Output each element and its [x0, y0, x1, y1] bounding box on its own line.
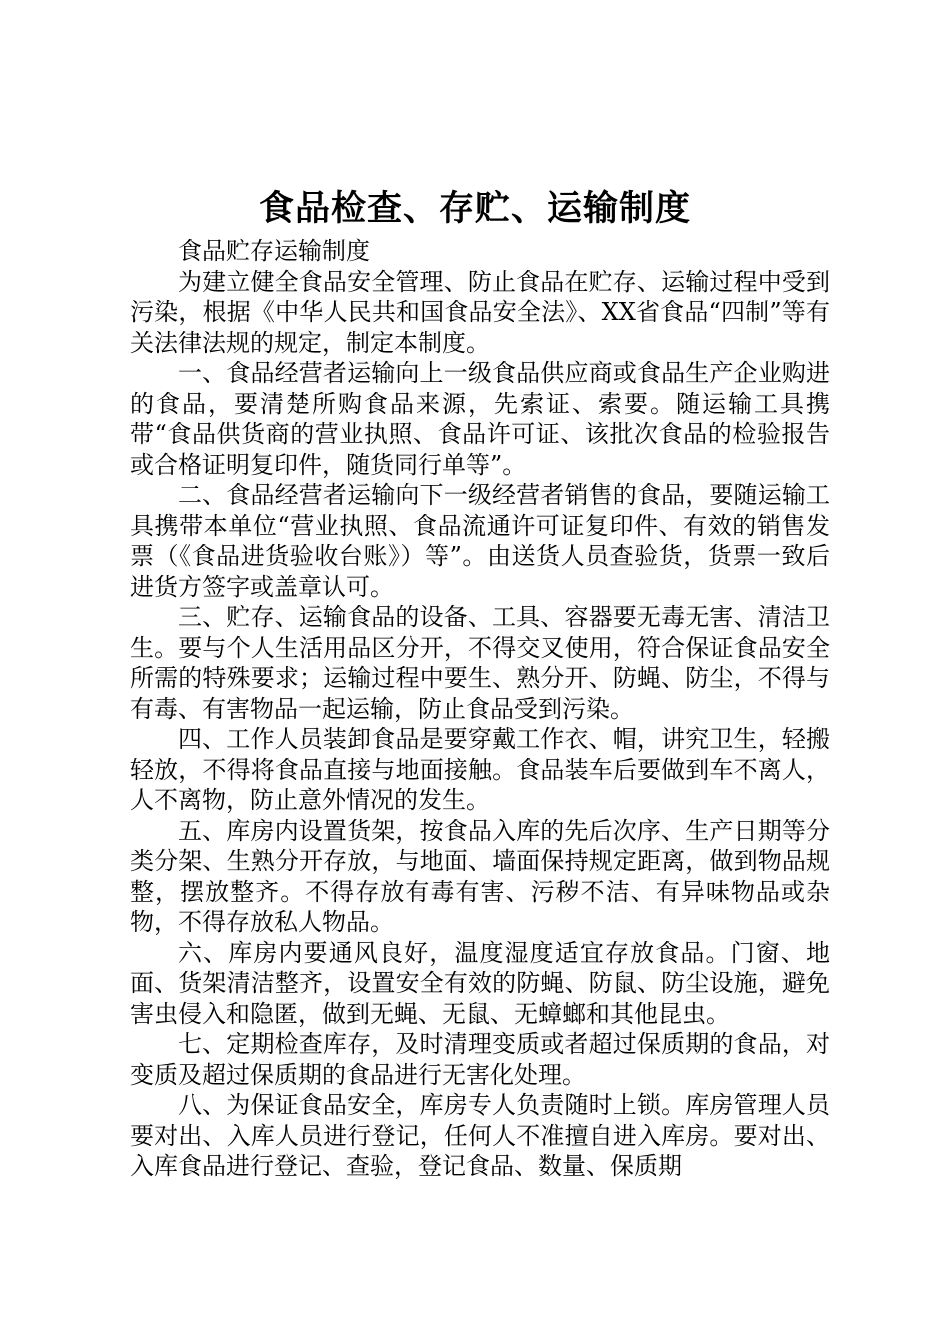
paragraph-item-8: 八、为保证食品安全，库房专人负责随时上锁。库房管理人员要对出、入库人员进行登记，任何人不准擅自进入库房。要对出、入库食品进行登记、查验，登记食品、数量、保质期: [130, 1091, 830, 1180]
paragraph-item-1: 一、食品经营者运输向上一级食品供应商或食品生产企业购进的食品，要清楚所购食品来源，先索证、索要。随运输工具携带“食品供货商的营业执照、食品许可证、该批次食品的检验报告或合格证明复印件，随货同行单等”。: [130, 359, 830, 479]
paragraph-item-5: 五、库房内设置货架，按食品入库的先后次序、生产日期等分类分架、生熟分开存放，与地面、墙面保持规定距离，做到物品规整，摆放整齐。不得存放有毒有害、污秽不洁、有异味物品或杂物，不得存放私人物品。: [130, 816, 830, 936]
paragraph-item-3: 三、贮存、运输食品的设备、工具、容器要无毒无害、清洁卫生。要与个人生活用品区分开，不得交叉使用，符合保证食品安全所需的特殊要求；运输过程中要生、熟分开、防蝇、防尘，不得与有毒、有害物品一起运输，防止食品受到污染。: [130, 603, 830, 723]
document-body: [130, 236, 830, 1182]
paragraph-subtitle: 食品贮存运输制度: [178, 237, 370, 265]
paragraph-intro: 为建立健全食品安全管理、防止食品在贮存、运输过程中受到污染，根据《中华人民共和国食品安全法》、XX省食品“四制”等有关法律法规的规定，制定本制度。: [130, 267, 830, 357]
paragraph-item-4: 四、工作人员装卸食品是要穿戴工作衣、帽，讲究卫生，轻搬轻放，不得将食品直接与地面接触。食品装车后要做到车不离人，人不离物，防止意外情况的发生。: [130, 725, 830, 814]
document-title: 食品检查、存贮、运输制度: [258, 188, 691, 229]
paragraph-item-6: 六、库房内要通风良好，温度湿度适宜存放食品。门窗、地面、货架清洁整齐，设置安全有效的防蝇、防鼠、防尘设施，避免害虫侵入和隐匿，做到无蝇、无鼠、无蟑螂和其他昆虫。: [130, 938, 830, 1028]
paragraph-item-2: 二、食品经营者运输向下一级经营者销售的食品，要随运输工具携带本单位“营业执照、食品流通许可证复印件、有效的销售发票（《食品进货验收台账》）等”。由送货人员查验货，货票一致后进货方签字或盖章认可。: [130, 481, 830, 601]
paragraph-item-7: 七、定期检查库存，及时清理变质或者超过保质期的食品，对变质及超过保质期的食品进行无害化处理。: [130, 1030, 830, 1089]
